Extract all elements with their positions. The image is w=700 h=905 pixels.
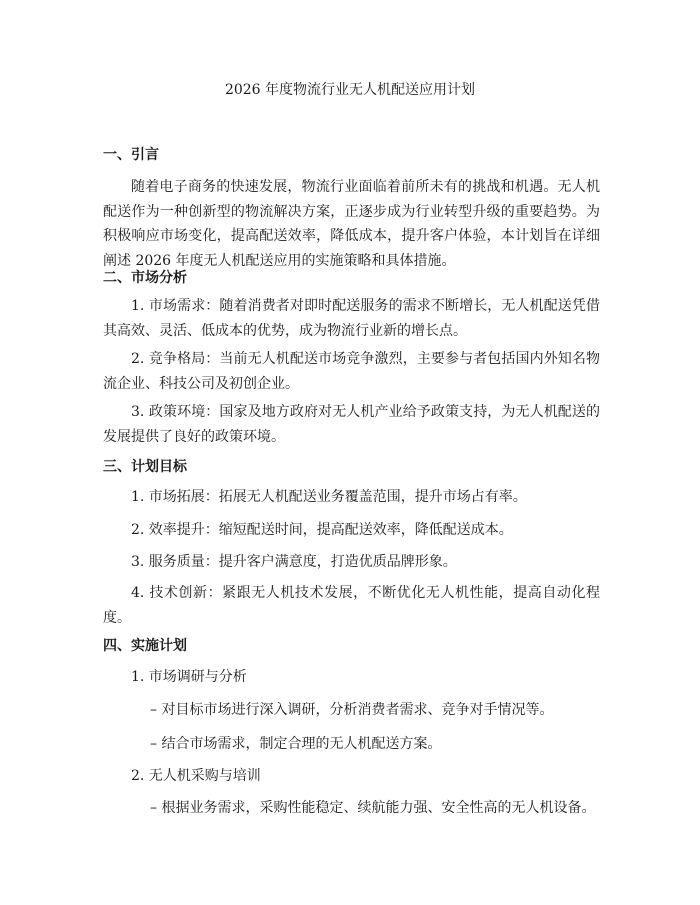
market-analysis-item: 3. 政策环境：国家及地方政府对无人机产业给予政策支持，为无人机配送的发展提供了良好的政策环境。	[103, 404, 600, 445]
plan-goal-item: 3. 服务质量：提升客户满意度，打造优质品牌形象。	[131, 554, 457, 570]
implementation-bullet: – 对目标市场进行深入调研，分析消费者需求、竞争对手情况等。	[150, 702, 554, 718]
market-analysis-item: 1. 市场需求：随着消费者对即时配送服务的需求不断增长，无人机配送凭借其高效、灵活、低成本的优势，成为物流行业新的增长点。	[103, 298, 600, 339]
section-heading-implementation: 四、实施计划	[103, 638, 187, 654]
implementation-bullet: – 根据业务需求，采购性能稳定、续航能力强、安全性高的无人机设备。	[150, 800, 596, 816]
section-heading-market-analysis: 二、市场分析	[103, 270, 187, 286]
implementation-bullet: – 结合市场需求，制定合理的无人机配送方案。	[150, 736, 442, 752]
section-heading-plan-goals: 三、计划目标	[103, 459, 187, 475]
market-analysis-item: 2. 竞争格局：当前无人机配送市场竞争激烈，主要参与者包括国内外知名物流企业、科技公司及初创企业。	[103, 351, 600, 392]
plan-goal-item: 1. 市场拓展：拓展无人机配送业务覆盖范围，提升市场占有率。	[131, 489, 527, 505]
implementation-subitem: 1. 市场调研与分析	[131, 669, 247, 685]
document-title: 2026 年度物流行业无人机配送应用计划	[224, 82, 476, 98]
implementation-subitem: 2. 无人机采购与培训	[131, 768, 261, 784]
plan-goal-item: 4. 技术创新：紧跟无人机技术发展，不断优化无人机性能，提高自动化程度。	[103, 585, 600, 626]
plan-goal-item: 2. 效率提升：缩短配送时间，提高配送效率，降低配送成本。	[131, 522, 513, 538]
section-heading-introduction: 一、引言	[103, 147, 159, 163]
introduction-paragraph: 随着电子商务的快速发展，物流行业面临着前所未有的挑战和机遇。无人机配送作为一种创新型的物流解决方案，正逐步成为行业转型升级的重要趋势。为积极响应市场变化，提高配送效率，降低成本，提升客户体验，本计划旨在详细阐述 2026 年度无人机配送应用的实施策略和具体措施。	[103, 179, 600, 269]
